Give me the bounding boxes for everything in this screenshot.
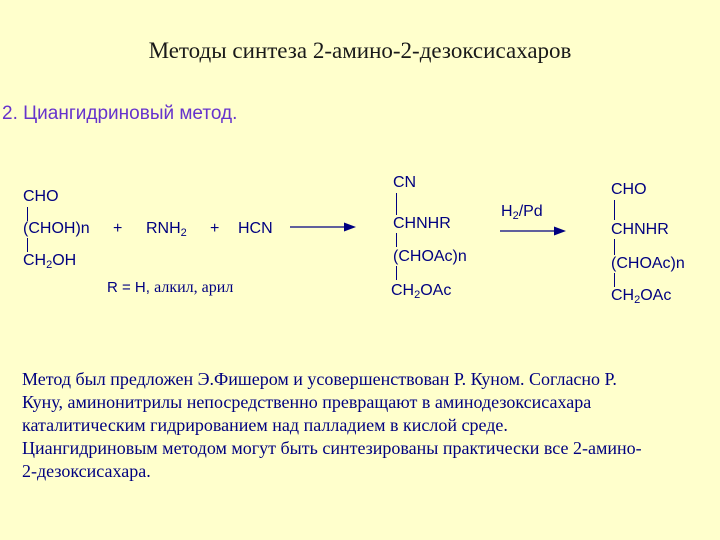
method-subtitle: 2. Циангидриновый метод. — [2, 103, 238, 124]
product-bond-3 — [614, 273, 615, 287]
reaction-arrow-2 — [500, 225, 566, 237]
hcn-reagent: HCN — [238, 220, 273, 237]
plus-sign-2: + — [210, 220, 220, 237]
reactant-chain: (CHOH)n — [23, 220, 90, 237]
intermediate-bond-1 — [396, 193, 397, 215]
description-line-3: каталитическим гидрированием над палладием в кислой среде. — [22, 415, 508, 435]
rnh2-reagent: $RNH_2$ — [146, 220, 187, 239]
product-bond-1 — [614, 200, 615, 220]
intermediate-chain: (CHOAc)n — [393, 248, 467, 265]
description-line-4: Циангидриновым методом могут быть синтезированы практически все 2-амино- — [22, 438, 642, 458]
product-cho: CHO — [611, 181, 647, 198]
plus-sign-1: + — [113, 220, 123, 237]
description-line-2: Куну, аминонитрилы непосредственно превращают в аминодезоксисахара — [22, 392, 592, 412]
reactant-bond-1 — [27, 207, 28, 221]
reactant-cho: CHO — [23, 188, 59, 205]
reactant-bond-2 — [27, 238, 28, 252]
catalyst-label: $H_2/Pd$ — [501, 203, 543, 222]
intermediate-chnhr: CHNHR — [393, 215, 451, 232]
description-line-1: Метод был предложен Э.Фишером и усовершенствован Р. Куном. Согласно Р. — [22, 369, 617, 389]
reaction-arrow-1 — [290, 221, 356, 233]
method-description — [22, 368, 702, 483]
intermediate-bond-3 — [396, 266, 397, 280]
r-substituent-note: R = H, алкил, арил — [107, 279, 234, 296]
reactant-ch2oh: $CH_2OH$ — [23, 252, 77, 271]
intermediate-cn: CN — [393, 174, 417, 191]
product-ch2oac: $CH_2OAc$ — [611, 287, 672, 306]
intermediate-ch2oac: $CH_2OAc$ — [391, 282, 452, 301]
product-chnhr: CHNHR — [611, 221, 669, 238]
product-chain: (CHOAc)n — [611, 255, 685, 272]
intermediate-bond-2 — [396, 233, 397, 247]
product-bond-2 — [614, 239, 615, 255]
description-line-5: 2-дезоксисахара. — [22, 461, 151, 481]
slide-title: Методы синтеза 2-амино-2-дезоксисахаров — [148, 38, 572, 63]
